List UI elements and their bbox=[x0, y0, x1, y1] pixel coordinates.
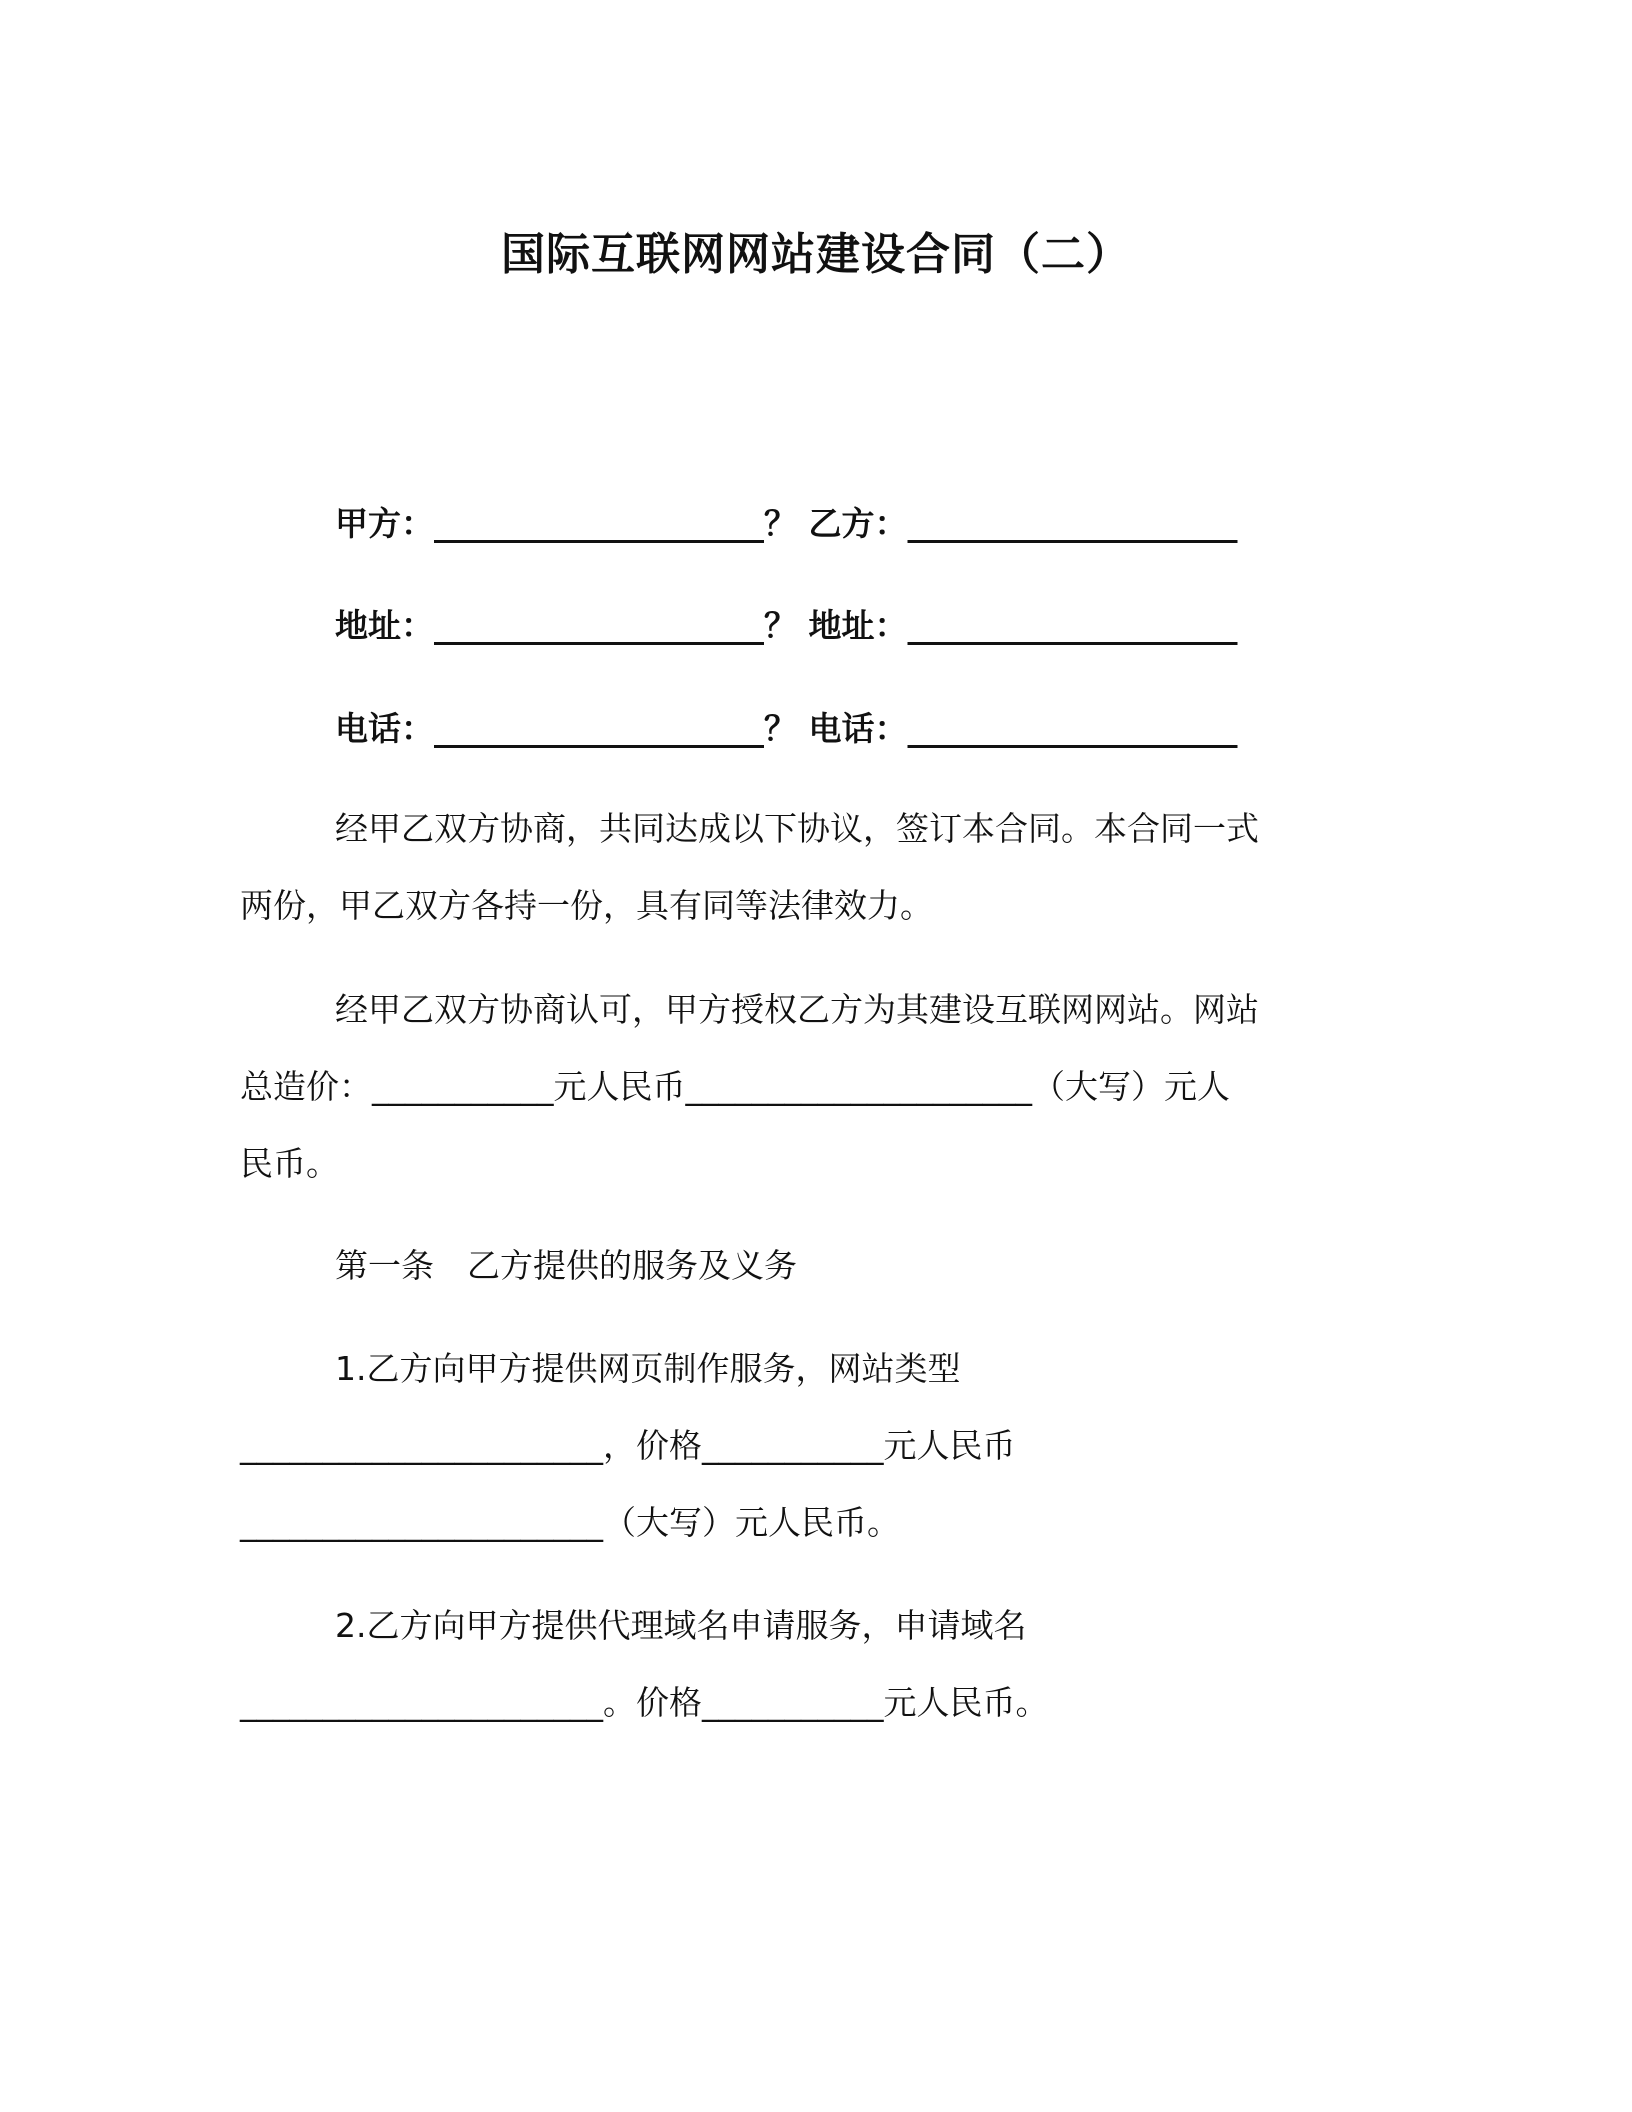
article1-heading: 第一条 乙方提供的服务及义务 bbox=[335, 1246, 797, 1285]
paragraph-price-line-1: 经甲乙双方协商认可，甲方授权乙方为其建设互联网网站。网站 bbox=[335, 990, 1259, 1029]
article1-item1-line-1: 1.乙方向甲方提供网页制作服务，网站类型 bbox=[335, 1349, 961, 1388]
party-line-phone: 电话：____________________？ 电话：____________________ bbox=[335, 709, 1238, 748]
article1-item2-line-1: 2.乙方向甲方提供代理域名申请服务，申请域名 bbox=[335, 1606, 1027, 1645]
article1-item1-line-3: ______________________（大写）元人民币。 bbox=[240, 1503, 900, 1542]
party-line-name: 甲方：____________________？ 乙方：____________________ bbox=[335, 504, 1238, 543]
article1-item1-line-2: ______________________，价格___________元人民币 bbox=[240, 1426, 1016, 1465]
article1-item2-line-2: ______________________。价格___________元人民币。 bbox=[240, 1683, 1049, 1722]
document-title: 国际互联网网站建设合同（二） bbox=[501, 229, 1131, 280]
party-line-address: 地址：____________________？ 地址：____________________ bbox=[335, 606, 1238, 645]
paragraph-agreement-line-1: 经甲乙双方协商，共同达成以下协议，签订本合同。本合同一式 bbox=[335, 809, 1259, 848]
paragraph-price-line-3: 民币。 bbox=[240, 1144, 339, 1183]
paragraph-agreement-line-2: 两份，甲乙双方各持一份，具有同等法律效力。 bbox=[240, 886, 933, 925]
paragraph-price-line-2: 总造价：___________元人民币_____________________（大写）元人 bbox=[240, 1067, 1230, 1106]
